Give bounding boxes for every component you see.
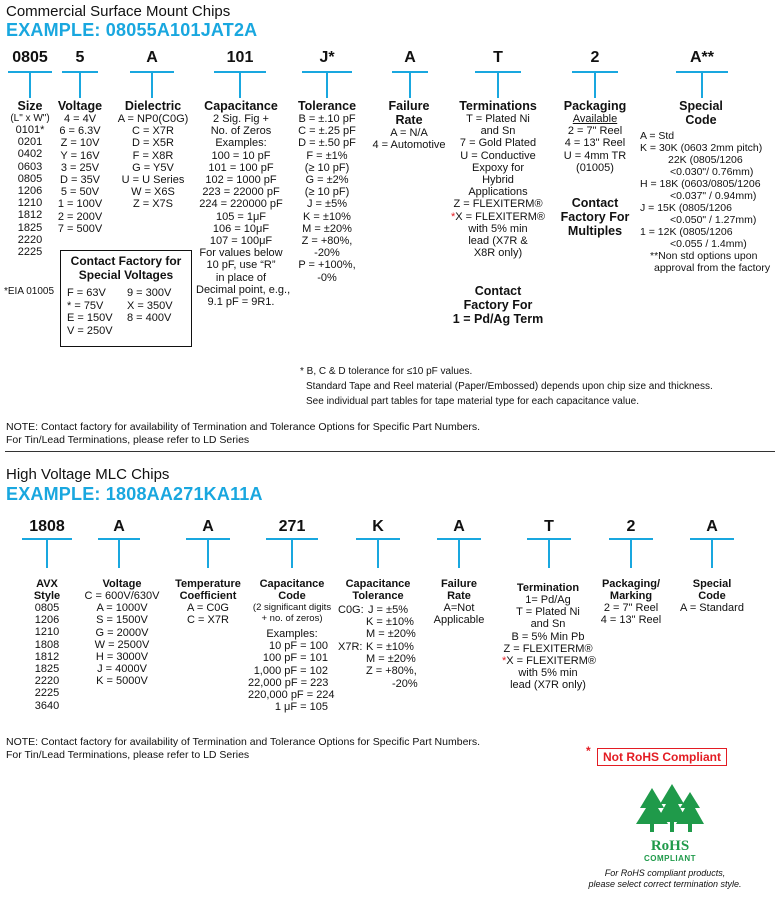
voltage-item: D = 35V bbox=[59, 174, 101, 187]
termination-item: 7 = Gold Plated bbox=[459, 137, 537, 150]
code-terminations: T bbox=[493, 49, 503, 66]
tolerance-item: M = ±20% bbox=[302, 222, 352, 235]
hv-code-style: 1808 bbox=[29, 518, 65, 535]
hv-captol-c0g-label: C0G: bbox=[338, 604, 364, 616]
hv-capcode-title2: Code bbox=[278, 590, 306, 602]
hv-packaging-item: 4 = 13" Reel bbox=[600, 614, 662, 627]
size-item: 1206 bbox=[17, 185, 43, 198]
code-capacitance: 101 bbox=[226, 49, 254, 66]
hv-termination-item-flexiterm-x: *X = FLEXITERM® bbox=[502, 655, 596, 668]
capacitance-item: Examples: bbox=[215, 137, 267, 150]
special-voltage-item: 8 = 400V bbox=[127, 312, 172, 324]
hv-capcode-item: 100 pF = 101 bbox=[262, 652, 328, 665]
hv-captol-item: J = ±5% bbox=[368, 604, 408, 616]
hv-captol-item: K = ±10% bbox=[366, 616, 414, 629]
hv-capcode-item: 1,000 pF = 102 bbox=[253, 664, 328, 677]
packaging-contact-line: Contact bbox=[571, 196, 619, 210]
capacitance-item: 2 Sig. Fig + bbox=[213, 113, 269, 125]
hv-failure-title1: Failure bbox=[440, 578, 478, 590]
hv-stem bbox=[207, 538, 209, 568]
hv-stem bbox=[291, 538, 293, 568]
hv-voltage-item: K = 5000V bbox=[96, 675, 148, 688]
hv-capcode-sub: + no. of zeros) bbox=[261, 613, 323, 624]
size-item: 0402 bbox=[17, 148, 43, 161]
voltage-item: 2 = 200V bbox=[57, 210, 103, 223]
special-voltage-item: V = 250V bbox=[67, 324, 113, 337]
hv-style-item: 3640 bbox=[34, 699, 60, 712]
termination-item: U = Conductive bbox=[460, 149, 536, 162]
hv-termination-item: Z = FLEXITERM® bbox=[503, 642, 593, 655]
failure-item: A = N/A bbox=[390, 127, 428, 139]
hv-voltage-item: H = 3000V bbox=[95, 651, 149, 664]
packaging-contact bbox=[556, 196, 634, 238]
failure-title1: Failure bbox=[388, 99, 430, 113]
capacitance-title: Capacitance bbox=[204, 99, 278, 113]
hv-captol-item: M = ±20% bbox=[366, 628, 416, 641]
termination-item: Applications bbox=[468, 186, 528, 199]
hv-captol-title2: Tolerance bbox=[352, 590, 404, 602]
special-item: 22K (0805/1206 bbox=[668, 154, 743, 166]
stem-dielectric bbox=[151, 71, 153, 98]
tolerance-column bbox=[294, 99, 360, 284]
tolerance-item: Z = +80%, bbox=[301, 235, 353, 248]
hv-voltage-item: J = 4000V bbox=[97, 663, 147, 676]
footnote-line: * B, C & D tolerance for ≤10 pF values. bbox=[300, 366, 473, 377]
packaging-item: (01005) bbox=[576, 161, 614, 174]
stem-packaging bbox=[594, 71, 596, 98]
termination-item: Hybrid bbox=[482, 174, 514, 187]
note-line: NOTE: Contact factory for availability of Termination and Tolerance Options for Specific Part Numbers. bbox=[6, 736, 481, 748]
note-line: For Tin/Lead Terminations, please refer to LD Series bbox=[6, 749, 250, 761]
hv-voltage-item: C = 600V/630V bbox=[84, 590, 160, 602]
hv-voltage-item: G = 2000V bbox=[95, 626, 149, 639]
hv-captol-column bbox=[338, 578, 418, 602]
tolerance-item: -20% bbox=[314, 247, 340, 260]
voltage-item: 7 = 500V bbox=[57, 222, 103, 235]
special-voltages-left bbox=[67, 287, 113, 337]
size-item: 2220 bbox=[17, 233, 43, 246]
hv-code-voltage: A bbox=[113, 518, 125, 535]
hv-voltage-title: Voltage bbox=[102, 578, 142, 590]
hv-code-captol: K bbox=[372, 518, 384, 535]
dielectric-item: D = X5R bbox=[132, 137, 174, 150]
hv-style-title1: AVX bbox=[36, 578, 58, 590]
hv-failure-column bbox=[426, 578, 492, 626]
packaging-item: 2 = 7" Reel bbox=[567, 125, 623, 138]
hv-stem bbox=[458, 538, 460, 568]
special-voltage-item: F = 63V bbox=[67, 287, 106, 299]
special-voltage-item: 9 = 300V bbox=[127, 287, 172, 299]
hv-special-item: A = Standard bbox=[680, 602, 744, 614]
hv-termination-item: T = Plated Ni bbox=[516, 606, 580, 619]
voltage-item: Z = 10V bbox=[60, 137, 100, 150]
hv-termination-column bbox=[502, 582, 594, 692]
special-voltages-title2: Special Voltages bbox=[78, 268, 174, 282]
dielectric-item: Z = X7S bbox=[132, 198, 174, 211]
section1-footnotes bbox=[300, 364, 713, 409]
size-item: 0603 bbox=[17, 160, 43, 173]
special-voltages-title1: Contact Factory for bbox=[70, 254, 182, 268]
hv-termination-item: and Sn bbox=[530, 618, 566, 631]
code-packaging: 2 bbox=[590, 49, 600, 66]
hv-packaging-item: 2 = 7" Reel bbox=[603, 602, 659, 614]
note-line: NOTE: Contact factory for availability of Termination and Tolerance Options for Specific Part Numbers. bbox=[6, 421, 481, 433]
special-list bbox=[640, 130, 770, 274]
size-item: 0101* bbox=[15, 124, 45, 136]
hv-captol-c0g bbox=[362, 604, 424, 641]
packaging-subtitle: Available bbox=[572, 113, 618, 125]
voltage-title: Voltage bbox=[57, 99, 103, 113]
hv-termination-item: with 5% min bbox=[518, 667, 578, 680]
hv-style-item: 1812 bbox=[34, 650, 60, 663]
dielectric-title: Dielectric bbox=[124, 99, 182, 113]
termination-item: T = Plated Ni bbox=[466, 113, 530, 125]
hv-capcode-item: 22,000 pF = 223 bbox=[248, 676, 329, 689]
special-voltages-box bbox=[60, 250, 192, 347]
special-item: <0.037" / 0.94mm) bbox=[670, 190, 757, 202]
hv-capcode-item: 1 μF = 105 bbox=[274, 701, 328, 714]
termination-item: with 5% min bbox=[468, 222, 528, 235]
packaging-item: U = 4mm TR bbox=[563, 149, 627, 162]
code-tolerance: J* bbox=[319, 49, 335, 66]
capacitance-item: Decimal point, e.g., bbox=[196, 283, 291, 296]
capacitance-item: 100 = 10 pF bbox=[211, 149, 271, 162]
hv-failure-item: Applicable bbox=[433, 614, 485, 627]
section1-example: EXAMPLE: 08055A101JAT2A bbox=[6, 20, 258, 40]
stem-voltage bbox=[79, 71, 81, 98]
capacitance-column bbox=[196, 99, 291, 309]
tolerance-item: (≥ 10 pF) bbox=[304, 161, 350, 174]
special-voltage-item: X = 350V bbox=[127, 299, 173, 312]
size-item: 2225 bbox=[17, 246, 43, 259]
hv-termination-item: B = 5% Min Pb bbox=[511, 630, 585, 643]
packaging-contact-line: Factory For bbox=[560, 210, 630, 224]
voltage-item: 3 = 25V bbox=[60, 161, 100, 174]
hv-termination-item: 1= Pd/Ag bbox=[525, 594, 571, 606]
rohs-badge-star: * bbox=[586, 744, 591, 758]
hv-temp-title2: Coefficient bbox=[179, 590, 237, 602]
rohs-caption-line: For RoHS compliant products, bbox=[604, 868, 726, 878]
hv-style-column bbox=[22, 578, 72, 712]
rohs-logo-text: RoHS bbox=[650, 838, 690, 854]
terminations-contact bbox=[436, 284, 560, 326]
hv-code-temp: A bbox=[202, 518, 214, 535]
rohs-caption-line: please select correct termination style. bbox=[588, 879, 742, 889]
special-column bbox=[636, 99, 766, 127]
hv-capcode-column bbox=[248, 578, 336, 624]
hv-voltage-column bbox=[84, 578, 160, 688]
special-item: K = 30K (0603 2mm pitch) bbox=[640, 142, 763, 154]
hv-special-title1: Special bbox=[692, 578, 732, 590]
size-subtitle: (L" x W") bbox=[10, 113, 50, 124]
size-column bbox=[2, 99, 58, 258]
termination-item: X8R only) bbox=[473, 247, 523, 260]
hv-voltage-item: S = 1500V bbox=[96, 614, 148, 627]
hv-capcode-sub: (2 significant digits bbox=[252, 602, 332, 613]
hv-failure-title2: Rate bbox=[447, 590, 471, 602]
hv-capcode-item: 220,000 pF = 224 bbox=[248, 689, 335, 702]
stem-tolerance bbox=[326, 71, 328, 98]
capacitance-item: 9.1 pF = 9R1. bbox=[207, 296, 275, 309]
capacitance-item: 223 = 22000 pF bbox=[202, 186, 280, 199]
stem-special bbox=[701, 71, 703, 98]
hv-stem bbox=[711, 538, 713, 568]
special-voltage-item: E = 150V bbox=[67, 312, 113, 324]
hv-style-item: 1825 bbox=[34, 663, 60, 676]
code-failure: A bbox=[404, 49, 416, 66]
tolerance-title: Tolerance bbox=[297, 99, 357, 113]
hv-code-special: A bbox=[706, 518, 718, 535]
hv-code-failure: A bbox=[453, 518, 465, 535]
dielectric-item: C = X7R bbox=[132, 125, 174, 138]
terminations-column bbox=[450, 99, 546, 259]
special-item: 1 = 12K (0805/1206 bbox=[640, 226, 733, 238]
special-item: A = Std bbox=[640, 130, 675, 142]
section2-title: High Voltage MLC Chips bbox=[6, 466, 170, 483]
hv-temp-column bbox=[170, 578, 246, 626]
tolerance-item: -0% bbox=[317, 271, 337, 284]
tolerance-item: D = ±.50 pF bbox=[298, 137, 356, 150]
capacitance-item: 105 = 1μF bbox=[215, 210, 267, 223]
special-title1: Special bbox=[679, 99, 723, 113]
special-item: approval from the factory bbox=[654, 262, 771, 274]
size-note: *EIA 01005 bbox=[4, 286, 55, 297]
hv-stem bbox=[46, 538, 48, 568]
section1-title: Commercial Surface Mount Chips bbox=[6, 3, 231, 20]
packaging-column bbox=[554, 99, 636, 174]
hv-capcode-item: Examples: bbox=[266, 628, 318, 640]
hv-special-column bbox=[672, 578, 752, 614]
section-divider bbox=[5, 451, 775, 452]
hv-style-item: 2220 bbox=[34, 675, 60, 688]
capacitance-item: 224 = 220000 pF bbox=[199, 198, 283, 211]
code-size: 0805 bbox=[12, 49, 48, 66]
stem-terminations bbox=[497, 71, 499, 98]
hv-special-title2: Code bbox=[698, 590, 726, 602]
hv-voltage-item: A = 1000V bbox=[96, 602, 148, 615]
section2-example: EXAMPLE: 1808AA271KA11A bbox=[6, 484, 263, 504]
size-item: 1210 bbox=[17, 197, 43, 210]
dielectric-column bbox=[116, 99, 190, 211]
hv-termination-title: Termination bbox=[516, 582, 580, 594]
hv-capcode-list bbox=[248, 628, 335, 714]
capacitance-item: 10 pF, use “R” bbox=[206, 259, 276, 272]
hv-capcode-item: 10 pF = 100 bbox=[268, 640, 328, 653]
hv-code-packaging: 2 bbox=[626, 518, 636, 535]
tolerance-item: K = ±10% bbox=[303, 210, 351, 223]
capacitance-item: No. of Zeros bbox=[210, 125, 272, 138]
failure-title2: Rate bbox=[395, 113, 423, 127]
size-title: Size bbox=[17, 99, 43, 113]
voltage-item: 4 = 4V bbox=[63, 113, 97, 125]
hv-captol-item: K = ±10% bbox=[366, 641, 414, 653]
tolerance-item: B = ±.10 pF bbox=[298, 113, 356, 125]
special-item: <0.030"/ 0.76mm) bbox=[670, 166, 754, 178]
hv-code-termination: T bbox=[544, 518, 554, 535]
hv-captol-item: -20% bbox=[392, 677, 418, 690]
hv-style-item: 0805 bbox=[34, 602, 60, 614]
hv-code-capcode: 271 bbox=[278, 518, 306, 535]
size-item: 0201 bbox=[17, 136, 43, 149]
tolerance-item: C = ±.25 pF bbox=[298, 125, 356, 138]
hv-packaging-title1: Packaging/ bbox=[601, 578, 661, 590]
failure-item: 4 = Automotive bbox=[372, 139, 446, 152]
hv-capcode-title1: Capacitance bbox=[259, 578, 325, 590]
size-item: 1812 bbox=[17, 209, 43, 222]
code-voltage: 5 bbox=[75, 49, 85, 66]
tolerance-item: G = ±2% bbox=[305, 174, 349, 187]
section1-note bbox=[6, 421, 480, 447]
capacitance-item: 102 = 1000 pF bbox=[205, 174, 277, 187]
hv-packaging-column bbox=[594, 578, 668, 626]
hv-stem bbox=[630, 538, 632, 568]
hv-stem bbox=[377, 538, 379, 568]
hv-failure-item: A=Not bbox=[443, 602, 475, 614]
special-item: J = 15K (0805/1206 bbox=[640, 202, 732, 214]
dielectric-item: G = Y5V bbox=[132, 161, 174, 174]
rohs-caption bbox=[560, 868, 770, 890]
hv-temp-item: A = C0G bbox=[187, 602, 229, 614]
terminations-contact-line: Factory For bbox=[463, 298, 533, 312]
hv-voltage-item: W = 2500V bbox=[94, 638, 150, 651]
special-item: <0.050" / 1.27mm) bbox=[670, 214, 757, 226]
code-dielectric: A bbox=[146, 49, 158, 66]
footnote-line: See individual part tables for tape material type for each capacitance value. bbox=[306, 396, 639, 407]
capacitance-item: 101 = 100 pF bbox=[208, 161, 274, 174]
hv-stem bbox=[548, 538, 550, 568]
hv-captol-item: Z = +80%, bbox=[366, 665, 417, 678]
tolerance-item: (≥ 10 pF) bbox=[304, 186, 350, 199]
terminations-contact-line: 1 = Pd/Ag Term bbox=[452, 312, 544, 326]
voltage-column bbox=[56, 99, 104, 235]
termination-item: and Sn bbox=[480, 125, 516, 138]
terminations-contact-line: Contact bbox=[474, 284, 522, 298]
voltage-item: 6 = 6.3V bbox=[59, 125, 101, 138]
termination-item: Expoxy for bbox=[472, 161, 524, 174]
tree-icon bbox=[632, 782, 708, 834]
capacitance-item: For values below bbox=[199, 247, 283, 260]
not-rohs-badge: Not RoHS Compliant bbox=[597, 748, 727, 766]
capacitance-item: 107 = 100μF bbox=[209, 235, 273, 248]
dielectric-item: W = X6S bbox=[131, 186, 175, 199]
packaging-item: 4 = 13" Reel bbox=[564, 137, 626, 150]
packaging-contact-line: Multiples bbox=[567, 224, 623, 238]
hv-style-item: 1210 bbox=[34, 626, 60, 639]
dielectric-item: U = U Series bbox=[121, 174, 185, 187]
voltage-item: 5 = 50V bbox=[60, 186, 100, 199]
special-item: **Non std options upon bbox=[650, 250, 758, 262]
hv-temp-title1: Temperature bbox=[175, 578, 241, 590]
dielectric-item: F = X8R bbox=[132, 149, 174, 162]
hv-style-item: 1206 bbox=[34, 614, 60, 627]
rohs-logo bbox=[632, 782, 708, 863]
tolerance-item: P = +100%, bbox=[298, 259, 356, 272]
hv-termination-item: lead (X7R only) bbox=[510, 679, 586, 692]
size-item: 1825 bbox=[17, 221, 43, 234]
note-line: For Tin/Lead Terminations, please refer to LD Series bbox=[6, 434, 250, 446]
termination-item: lead (X7R & bbox=[468, 235, 528, 248]
stem-capacitance bbox=[239, 71, 241, 98]
hv-style-item: 2225 bbox=[34, 687, 60, 700]
hv-captol-x7r bbox=[362, 641, 424, 690]
failure-column bbox=[366, 99, 452, 151]
capacitance-item: 106 = 10μF bbox=[212, 222, 270, 235]
hv-captol-x7r-label: X7R: bbox=[338, 641, 363, 653]
stem-failure bbox=[409, 71, 411, 98]
special-voltages-right bbox=[127, 287, 173, 325]
size-item: 0805 bbox=[17, 172, 43, 185]
asterisk-mark: * bbox=[502, 655, 507, 668]
hv-captol-item: M = ±20% bbox=[366, 653, 416, 666]
dielectric-item: A = NP0(C0G) bbox=[117, 113, 189, 125]
hv-style-title2: Style bbox=[33, 590, 61, 602]
special-voltage-item: * = 75V bbox=[67, 299, 104, 312]
hv-temp-item: C = X7R bbox=[187, 614, 229, 627]
hv-style-item: 1808 bbox=[34, 638, 60, 651]
section2-note bbox=[6, 736, 480, 762]
voltage-item: Y = 16V bbox=[60, 149, 100, 162]
capacitance-item: in place of bbox=[215, 271, 267, 284]
termination-item-flexiterm-x: *X = FLEXITERM® bbox=[451, 210, 545, 223]
special-item: <0.055 / 1.4mm) bbox=[670, 238, 747, 250]
footnote-line: Standard Tape and Reel material (Paper/Embossed) depends upon chip size and thickness. bbox=[306, 381, 713, 392]
asterisk-mark: * bbox=[451, 210, 456, 223]
hv-stem bbox=[118, 538, 120, 568]
special-item: H = 18K (0603/0805/1206 bbox=[640, 178, 761, 190]
rohs-logo-subtext: COMPLIANT bbox=[643, 854, 697, 863]
code-special: A** bbox=[689, 49, 714, 66]
tolerance-item: F = ±1% bbox=[306, 149, 348, 162]
termination-item: Z = FLEXITERM® bbox=[453, 198, 543, 211]
tolerance-item: J = ±5% bbox=[307, 198, 347, 211]
special-title2: Code bbox=[685, 113, 717, 127]
hv-captol-title1: Capacitance bbox=[345, 578, 411, 590]
stem-size bbox=[29, 71, 31, 98]
hv-packaging-title2: Marking bbox=[609, 590, 653, 602]
terminations-title: Terminations bbox=[459, 99, 537, 113]
packaging-title: Packaging bbox=[563, 99, 627, 113]
voltage-item: 1 = 100V bbox=[57, 198, 103, 211]
